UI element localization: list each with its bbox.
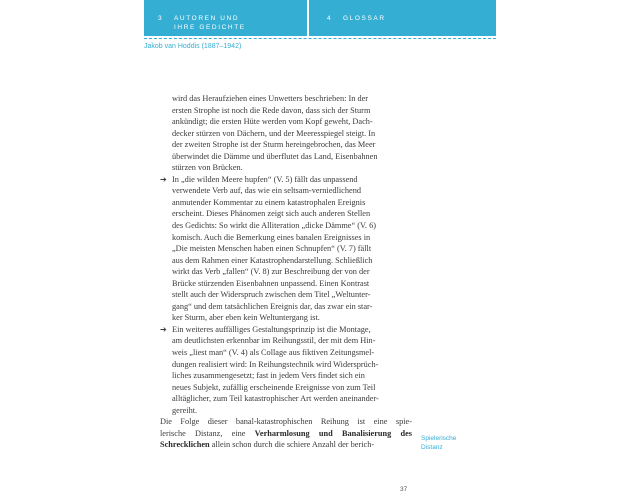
chapter-label-line2: IHRE GEDICHTE: [174, 24, 246, 31]
arrow-bullet-icon: ➔: [160, 174, 167, 184]
margin-note-line: Spielerische: [421, 435, 457, 442]
text-line: ersten Strophe ist noch die Rede davon, dass sich der Sturm: [172, 105, 371, 115]
text-line: Brücke stürzenden Eisenbahnen unpassend. Einen Kontrast: [172, 278, 370, 288]
chapter-tab-glossar[interactable]: [309, 0, 496, 36]
text-line: gereiht.: [172, 405, 198, 415]
text-line: komisch. Auch die Bemerkung eines banalen Ereignisses in: [172, 232, 371, 242]
bullet-item: [160, 174, 412, 186]
margin-note-line: Distanz: [421, 444, 443, 451]
text-line: „Die meisten Menschen haben einen Schnupfen“ (V. 7) fällt: [172, 244, 372, 254]
text-line: Ein weiteres auffälliges Gestaltungsprinzip ist die Montage,: [172, 324, 371, 334]
text-line: stürzen von Brücken.: [172, 163, 243, 173]
text-line: alltäglicher, zum Teil katastrophischer Art werden aneinander-: [172, 394, 379, 404]
text-line: des Gedichts: So wirkt die Alliteration „dicke Dämme“ (V. 6): [172, 221, 376, 231]
text-line: liches zusammengesetzt; fast in jedem Vers findet sich ein: [172, 371, 365, 381]
section-label: GLOSSAR: [343, 15, 386, 22]
text-line: aus dem Rahmen einer Katastrophendarstellung. Schließlich: [172, 255, 373, 265]
text-line: überwindet die Dämme und überflutet das Land, Eisenbahnen: [172, 151, 378, 161]
text-line: Die Folge dieser banal-katastrophischen Reihung ist eine spie-: [160, 417, 412, 427]
text-line: decker stürzen von Dächern, und der Meeresspiegel steigt. In: [172, 128, 376, 138]
chapter-label-line1: AUTOREN UND: [174, 15, 240, 22]
text-fragment: allein schon durch die schiere Anzahl der berich-: [209, 440, 375, 450]
text-line: am deutlichsten erkennbar im Reihungsstil, der mit dem Hin-: [172, 336, 376, 346]
text-line: weis „liest man“ (V. 4) als Collage aus fiktiven Zeitungsmel-: [172, 348, 375, 358]
chapter-number: 3: [158, 15, 164, 22]
text-line: anmutender Kommentar zu einem katastrophalen Ereignis: [172, 197, 366, 207]
text-line: stellt auch der Widerspruch zwischen dem Titel „Weltunter-: [172, 290, 371, 300]
arrow-bullet-icon: ➔: [160, 324, 167, 334]
body-text: [160, 93, 412, 451]
text-line: gang“ und dem tatsächlichen Ereignis dar, das zwar ein star-: [172, 301, 373, 311]
bullet-item: [160, 324, 412, 336]
text-line: wird das Heraufziehen eines Unwetters beschrieben: In der: [172, 94, 369, 103]
text-line: der zweiten Strophe ist der Sturm hereingebrochen, das Meer: [172, 140, 376, 150]
page-number: 37: [400, 486, 408, 493]
text-line: neues Subjekt, zufällig erscheinende Ereignisse von zum Teil: [172, 382, 376, 392]
section-number: 4: [327, 15, 333, 22]
text-line: ker Sturm, aber eben kein Weltuntergang ist.: [172, 313, 320, 323]
text-line: erscheint. Dieses Phänomen zeigt sich auch anderen Stellen: [172, 209, 371, 219]
header-divider: [144, 38, 496, 39]
text-line: wirkt das Verb „fallen“ (V. 8) zur Beschreibung der von der: [172, 267, 370, 277]
running-title: Jakob van Hoddis (1887–1942): [144, 43, 242, 50]
text-line: dungen realisiert wird: In Reihungstechnik wird Widersprüch-: [172, 359, 379, 369]
bold-phrase: Verharmlosung und Banalisierung des: [254, 428, 413, 438]
margin-note: [421, 434, 456, 452]
text-line: ankündigt; die ersten Hüte werden vom Kopf geweht, Dach-: [172, 117, 373, 127]
text-line: [160, 428, 412, 440]
text-line: [160, 439, 412, 451]
text-fragment: lerische Distanz, eine: [160, 428, 255, 438]
text-line: verwendete Verb auf, das wie ein seltsam-verniedlichend: [172, 186, 361, 196]
text-line: In „die wilden Meere hupfen“ (V. 5) fällt das unpassend: [172, 174, 358, 184]
chapter-tab-autoren[interactable]: [144, 0, 307, 36]
bold-phrase: Schrecklichen: [160, 440, 210, 450]
